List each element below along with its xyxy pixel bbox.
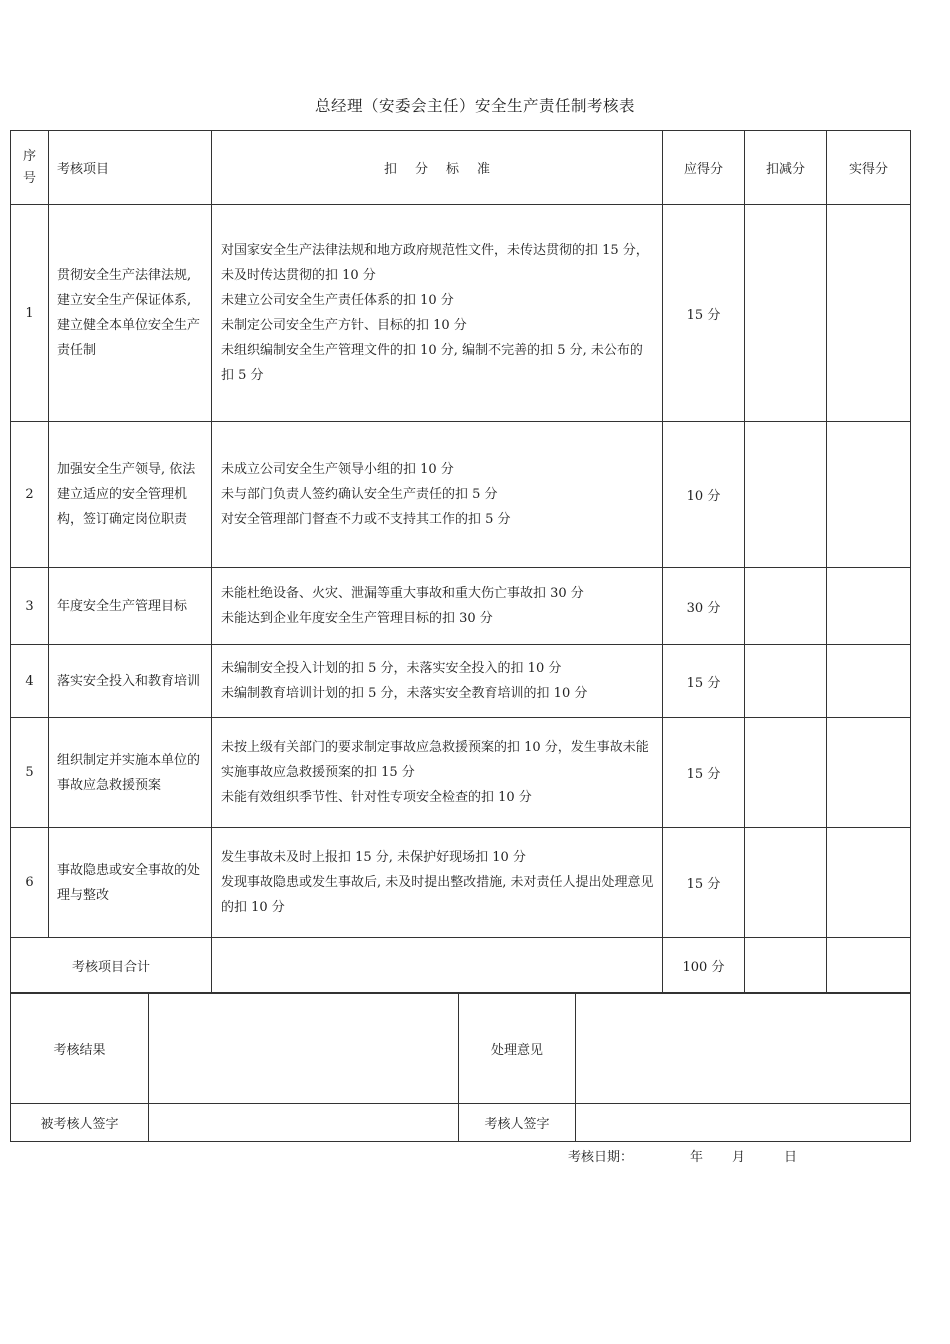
row-item: 年度安全生产管理目标 bbox=[49, 568, 212, 645]
criteria-line: 发生事故未及时上报扣 15 分, 未保护好现场扣 10 分 bbox=[221, 850, 526, 865]
row-deduct-cell[interactable] bbox=[745, 828, 827, 938]
row-due-points: 15 分 bbox=[663, 645, 745, 718]
table-row bbox=[11, 568, 911, 645]
row-seq: 6 bbox=[11, 828, 49, 938]
page-title: 总经理（安委会主任）安全生产责任制考核表 bbox=[314, 97, 635, 115]
assessment-table bbox=[10, 130, 911, 993]
row-criteria bbox=[212, 568, 663, 645]
result-label: 考核结果 bbox=[11, 994, 149, 1104]
row-item: 加强安全生产领导, 依法建立适应的安全管理机构，签订确定岗位职责 bbox=[49, 422, 212, 568]
header-seq bbox=[11, 131, 49, 205]
criteria-line: 未组织编制安全生产管理文件的扣 10 分, 编制不完善的扣 5 分, 未公布的扣 5 分 bbox=[221, 343, 643, 383]
header-deduct-points: 扣减分 bbox=[745, 131, 827, 205]
opinion-label: 处理意见 bbox=[459, 994, 576, 1104]
criteria-line: 发现事故隐患或发生事故后, 未及时提出整改措施, 未对责任人提出处理意见的扣 10 分 bbox=[221, 875, 654, 915]
row-deduct-cell[interactable] bbox=[745, 645, 827, 718]
criteria-line: 未按上级有关部门的要求制定事故应急救援预案的扣 10 分，发生事故未能实施事故应急救援预案的扣 15 分 bbox=[221, 740, 649, 780]
row-due-points: 15 分 bbox=[663, 828, 745, 938]
result-row bbox=[11, 994, 911, 1104]
criteria-line: 未能有效组织季节性、针对性专项安全检查的扣 10 分 bbox=[221, 790, 532, 805]
row-seq: 4 bbox=[11, 645, 49, 718]
total-label: 考核项目合计 bbox=[11, 938, 212, 993]
row-actual-cell[interactable] bbox=[827, 205, 911, 422]
total-criteria-cell bbox=[212, 938, 663, 993]
row-seq: 2 bbox=[11, 422, 49, 568]
examinee-sign-label: 被考核人签字 bbox=[11, 1104, 149, 1142]
row-item: 组织制定并实施本单位的事故应急救援预案 bbox=[49, 718, 212, 828]
header-due-points: 应得分 bbox=[663, 131, 745, 205]
criteria-line: 对国家安全生产法律法规和地方政府规范性文件，未传达贯彻的扣 15 分，未及时传达贯彻的扣 10 分 bbox=[221, 243, 649, 283]
row-due-points: 15 分 bbox=[663, 718, 745, 828]
date-day: 日 bbox=[784, 1150, 798, 1165]
opinion-value-cell[interactable] bbox=[576, 994, 911, 1104]
row-actual-cell[interactable] bbox=[827, 422, 911, 568]
row-criteria bbox=[212, 828, 663, 938]
criteria-line: 对安全管理部门督查不力或不支持其工作的扣 5 分 bbox=[221, 512, 511, 527]
row-due-points: 15 分 bbox=[663, 205, 745, 422]
header-item: 考核项目 bbox=[49, 131, 212, 205]
table-row bbox=[11, 718, 911, 828]
total-points: 100 分 bbox=[663, 938, 745, 993]
row-due-points: 10 分 bbox=[663, 422, 745, 568]
table-row bbox=[11, 828, 911, 938]
criteria-line: 未建立公司安全生产责任体系的扣 10 分 bbox=[221, 293, 454, 308]
criteria-line: 未成立公司安全生产领导小组的扣 10 分 bbox=[221, 462, 454, 477]
date-label: 考核日期： bbox=[568, 1150, 634, 1165]
criteria-line: 未编制教育培训计划的扣 5 分，未落实安全教育培训的扣 10 分 bbox=[221, 686, 588, 701]
examiner-sign-label: 考核人签字 bbox=[459, 1104, 576, 1142]
header-seq-line2: 号 bbox=[22, 170, 36, 186]
header-seq-line1: 序 bbox=[22, 148, 36, 164]
row-item: 贯彻安全生产法律法规,建立安全生产保证体系,建立健全本单位安全生产责任制 bbox=[49, 205, 212, 422]
table-row bbox=[11, 205, 911, 422]
criteria-line: 未编制安全投入计划的扣 5 分，未落实安全投入的扣 10 分 bbox=[221, 661, 562, 676]
criteria-line: 未与部门负责人签约确认安全生产责任的扣 5 分 bbox=[221, 487, 498, 502]
total-row bbox=[11, 938, 911, 993]
total-deduct-cell bbox=[745, 938, 827, 993]
examinee-sign-cell[interactable] bbox=[149, 1104, 459, 1142]
date-year: 年 bbox=[690, 1150, 704, 1165]
row-criteria bbox=[212, 205, 663, 422]
table-row bbox=[11, 645, 911, 718]
row-criteria bbox=[212, 645, 663, 718]
header-actual-points: 实得分 bbox=[827, 131, 911, 205]
result-table bbox=[10, 993, 911, 1142]
row-criteria bbox=[212, 422, 663, 568]
row-item: 落实安全投入和教育培训 bbox=[49, 645, 212, 718]
total-actual-cell bbox=[827, 938, 911, 993]
result-value-cell[interactable] bbox=[149, 994, 459, 1104]
row-criteria bbox=[212, 718, 663, 828]
table-header-row bbox=[11, 131, 911, 205]
criteria-line: 未能杜绝设备、火灾、泄漏等重大事故和重大伤亡事故扣 30 分 bbox=[221, 586, 584, 601]
row-deduct-cell[interactable] bbox=[745, 718, 827, 828]
row-deduct-cell[interactable] bbox=[745, 422, 827, 568]
assessment-date bbox=[568, 1146, 797, 1165]
header-criteria: 扣分标准 bbox=[212, 131, 663, 205]
date-month: 月 bbox=[732, 1150, 746, 1165]
row-seq: 1 bbox=[11, 205, 49, 422]
row-actual-cell[interactable] bbox=[827, 568, 911, 645]
criteria-line: 未能达到企业年度安全生产管理目标的扣 30 分 bbox=[221, 611, 493, 626]
row-deduct-cell[interactable] bbox=[745, 205, 827, 422]
row-deduct-cell[interactable] bbox=[745, 568, 827, 645]
row-item: 事故隐患或安全事故的处理与整改 bbox=[49, 828, 212, 938]
criteria-line: 未制定公司安全生产方针、目标的扣 10 分 bbox=[221, 318, 467, 333]
row-seq: 3 bbox=[11, 568, 49, 645]
row-actual-cell[interactable] bbox=[827, 645, 911, 718]
signature-row bbox=[11, 1104, 911, 1142]
row-actual-cell[interactable] bbox=[827, 828, 911, 938]
row-seq: 5 bbox=[11, 718, 49, 828]
examiner-sign-cell[interactable] bbox=[576, 1104, 911, 1142]
table-row bbox=[11, 422, 911, 568]
row-actual-cell[interactable] bbox=[827, 718, 911, 828]
row-due-points: 30 分 bbox=[663, 568, 745, 645]
